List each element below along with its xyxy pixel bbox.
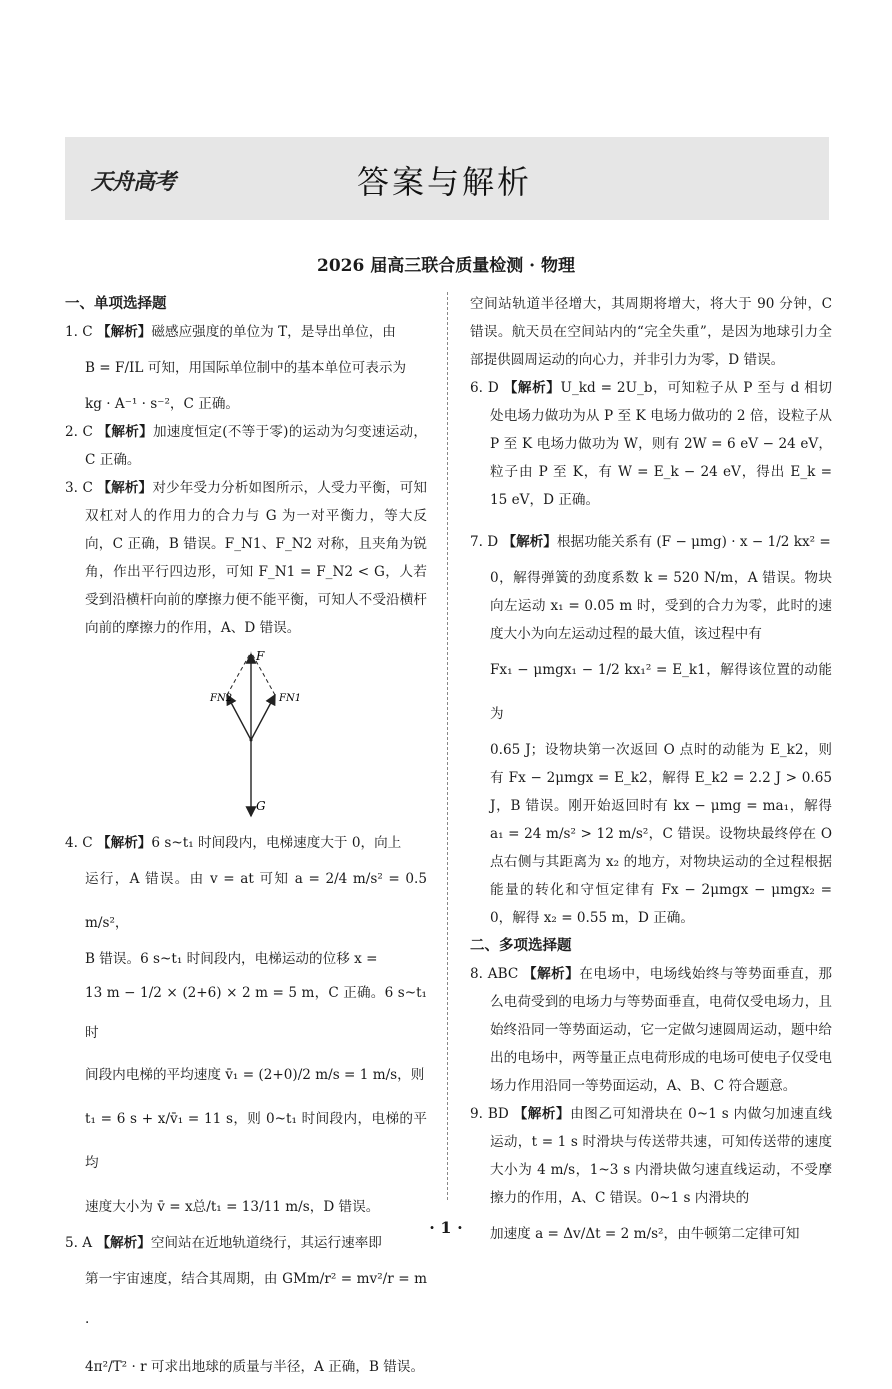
answer-number: 5. A — [65, 1235, 93, 1251]
analysis-tag: 【解析】 — [97, 480, 153, 496]
label-f: F — [256, 649, 265, 663]
analysis-tag: 【解析】 — [97, 424, 153, 440]
analysis-tag: 【解析】 — [523, 966, 580, 982]
answer-text: 6 s~t₁ 时间段内，电梯速度大于 0，向上 — [151, 835, 402, 851]
answer-item-5-continued: 空间站轨道半径增大，其周期将增大，将大于 90 分钟，C 错误。航天员在空间站内的“完全失重”，是因为地球引力全部提供圆周运动的向心力，并非引力为零，D 错误。 — [470, 296, 832, 368]
section-heading-single: 一、单项选择题 — [65, 295, 167, 312]
answer-item-4 — [65, 829, 427, 1229]
answer-item-1 — [65, 318, 427, 418]
answer-text: 间段内电梯的平均速度 v̄₁ = (2+0)/2 m/s = 1 m/s，则 — [85, 1067, 425, 1083]
section-heading-multi: 二、多项选择题 — [470, 937, 572, 954]
column-divider — [447, 292, 448, 1200]
label-fn1: FN1 — [279, 693, 302, 704]
answer-item-5 — [65, 1229, 427, 1389]
answer-text: 0.65 J；设物块第一次返回 O 点时的动能为 E_k2，则有 Fx − 2μmgx = E_k2，解得 E_k2 = 2.2 J > 0.65 J，B 错误。刚开始返回时有 kx − μmg = ma₁，解得 a₁ = 24 m/s² > 12 m/s²，C 错误。设物块最终停在 O 点右侧与其距离为 x₂ 的地方，对物块运动的全过程根据能量的转化和守恒定律有 Fx − 2μmgx − μmgx₂ = 0，解得 x₂ = 0.55 m，D 正确。 — [490, 742, 832, 926]
answer-text: Fx₁ − μmgx₁ − 1/2 kx₁² = E_k1，解得该位置的动能为 — [490, 662, 832, 722]
answer-text: 由图乙可知滑块在 0~1 s 内做匀加速直线运动，t = 1 s 时滑块与传送带共速，可知传送带的速度大小为 4 m/s，1~3 s 内滑块做匀速直线运动，不受摩擦力的作用，A、C 错误。0~1 s 内滑块的 — [490, 1106, 832, 1206]
answer-number: 6. D — [470, 380, 499, 396]
answer-text: 速度大小为 v̄ = x总/t₁ = 13/11 m/s，D 错误。 — [85, 1199, 380, 1215]
answer-text: 在电场中，电场线始终与等势面垂直，那么电荷受到的电场力与等势面垂直，电荷仅受电场力，且始终沿同一等势面运动，它一定做匀速圆周运动，题中给出的电场中，两等量正点电荷形成的电场可使电子仅受电场力作用沿同一等势面运动，A、B、C 符合题意。 — [490, 966, 832, 1094]
analysis-tag: 【解析】 — [97, 835, 152, 851]
answer-item-6 — [470, 374, 832, 514]
answer-number: 4. C — [65, 835, 93, 851]
answer-text: 对少年受力分析如图所示，人受力平衡，可知双杠对人的作用力的合力与 G 为一对平衡力，等大反向，C 正确，B 错误。F_N1、F_N2 对称，且夹角为锐角，作出平行四边形，可知 F_N1 = F_N2 < G，人若受到沿横杆向前的摩擦力便不能平衡，可知人不受沿横杆向前的摩擦力的作用，A、D 错误。 — [85, 480, 428, 636]
force-fn1-arrow — [251, 695, 275, 740]
answer-text: 加速度恒定(不等于零)的运动为匀变速运动，C 正确。 — [85, 424, 427, 468]
label-g: G — [256, 799, 266, 813]
answer-text: kg · A⁻¹ · s⁻²，C 正确。 — [85, 396, 240, 412]
answer-text: 加速度 a = Δv/Δt = 2 m/s²，由牛顿第二定律可知 — [490, 1226, 800, 1242]
answer-number: 2. C — [65, 424, 93, 440]
answer-text: U_kd = 2U_b，可知粒子从 P 至与 d 相切处电场力做功为从 P 至 K 电场力做功的 2 倍，设粒子从 P 至 K 电场力做功为 W，则有 2W = 6 eV − 24 eV，粒子由 P 至 K，有 W = E_k − 24 eV，得出 E_k = 15 eV，D 正确。 — [490, 380, 832, 508]
parallelogram-edge — [227, 652, 251, 695]
answer-number: 9. BD — [470, 1106, 509, 1122]
analysis-tag: 【解析】 — [513, 1106, 571, 1122]
answer-text: B = F/IL 可知，用国际单位制中的基本单位可表示为 — [85, 360, 407, 376]
label-fn2: FN2 — [210, 693, 233, 704]
answer-text: 磁感应强度的单位为 T，是导出单位，由 — [151, 324, 396, 340]
force-diagram — [65, 648, 427, 823]
answer-text: 空间站在近地轨道绕行，其运行速率即 — [150, 1235, 382, 1251]
header-banner — [65, 137, 829, 220]
answer-text: 第一宇宙速度，结合其周期，由 GMm/r² = mv²/r = m · — [85, 1271, 427, 1331]
answer-text: 13 m − 1/2 × (2+6) × 2 m = 5 m，C 正确。6 s~t₁ 时 — [85, 985, 427, 1041]
answer-text: B 错误。6 s~t₁ 时间段内，电梯运动的位移 x = — [85, 951, 378, 967]
answer-text: 根据功能关系有 (F − μmg) · x − 1/2 kx² = — [556, 534, 831, 550]
force-diagram-svg — [65, 648, 427, 823]
answer-number: 7. D — [470, 534, 499, 550]
brand-logo: 天舟高考 — [91, 170, 176, 195]
answer-item-2 — [65, 418, 427, 474]
answer-text: 4π²/T² · r 可求出地球的质量与半径，A 正确，B 错误。 — [85, 1359, 425, 1375]
analysis-tag: 【解析】 — [502, 534, 557, 550]
page-title: 答案与解析 — [357, 163, 533, 201]
analysis-tag: 【解析】 — [503, 380, 561, 396]
force-origin-dot — [250, 739, 253, 742]
answer-item-7 — [470, 520, 832, 932]
answer-item-8 — [470, 960, 832, 1100]
right-column — [470, 290, 832, 1256]
answer-number: 8. ABC — [470, 966, 519, 982]
answer-item-3 — [65, 474, 427, 642]
answer-text: 运行，A 错误。由 v = at 可知 a = 2/4 m/s² = 0.5 m/s²， — [85, 871, 427, 931]
analysis-tag: 【解析】 — [97, 324, 152, 340]
answer-number: 1. C — [65, 324, 93, 340]
answer-text: t₁ = 6 s + x/v̄₁ = 11 s，则 0~t₁ 时间段内，电梯的平均 — [85, 1111, 427, 1171]
answer-number: 3. C — [65, 480, 93, 496]
exam-subtitle: 2026 届高三联合质量检测 · 物理 — [317, 256, 575, 276]
page-number: · 1 · — [429, 1218, 463, 1237]
analysis-tag: 【解析】 — [96, 1235, 151, 1251]
answer-text: 0，解得弹簧的劲度系数 k = 520 N/m，A 错误。物块向左运动 x₁ = 0.05 m 时，受到的合力为零，此时的速度大小为向左运动过程的最大值，该过程中有 — [490, 570, 832, 642]
